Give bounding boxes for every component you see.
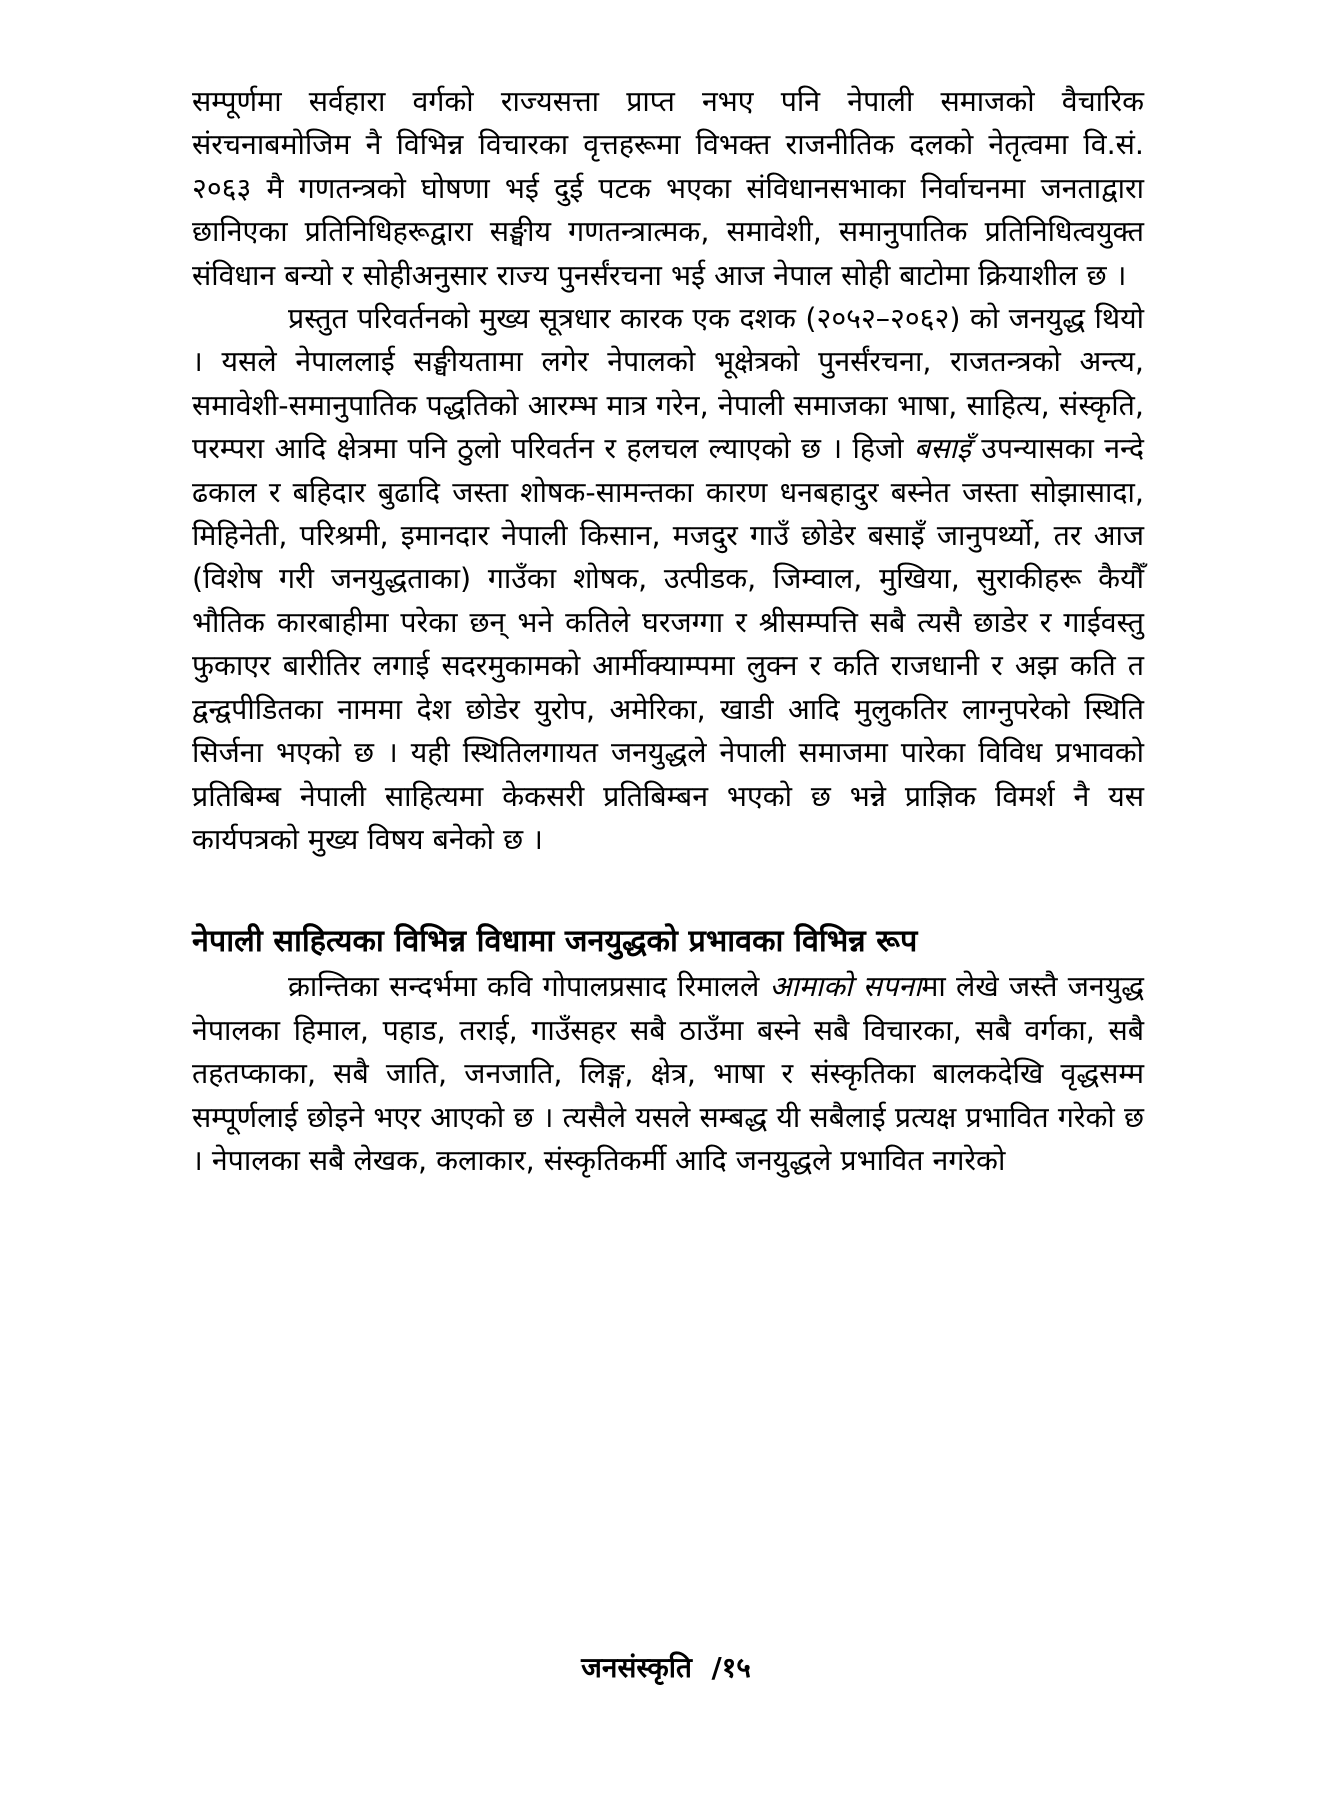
poem-title-aamako-sapana: आमाको सपना	[769, 970, 922, 1004]
novel-title-basain: बसाइँ	[913, 432, 971, 466]
document-page	[192, 80, 1144, 1720]
paragraph-2-text-after: उपन्यासका नन्दे ढकाल र बहिदार बुढादि जस्ता शोषक-सामन्तका कारण धनबहादुर बस्नेत जस्ता सोझासादा, मिहिनेती, परिश्रमी, इमानदार नेपाली किसान, मजदुर गाउँ छोडेर बसाइँ जानुपर्थ्यो, तर आज (विशेष गरी जनयुद्धताका) गाउँका शोषक, उत्पीडक, जिम्वाल, मुखिया, सुराकीहरू कैयौँ भौतिक कारबाहीमा परेका छन् भने कतिले घरजग्गा र श्रीसम्पत्ति सबै त्यसै छाडेर र गाईवस्तु फुकाएर बारीतिर लगाई सदरमुकामको आर्मीक्याम्पमा लुक्न र कति राजधानी र अझ कति त द्वन्द्वपीडितका नाममा देश छोडेर युरोप, अमेरिका, खाडी आदि मुलुकतिर लाग्नुपरेको स्थिति सिर्जना भएको छ । यही स्थितिलगायत जनयुद्धले नेपाली समाजमा पारेका विविध प्रभावको प्रतिबिम्ब नेपाली साहित्यमा केकसरी प्रतिबिम्बन भएको छ भन्ने प्राज्ञिक विमर्श नै यस कार्यपत्रको मुख्य विषय बनेको छ ।	[192, 432, 1144, 856]
paragraph-3	[192, 965, 1144, 1182]
page-number: /१५	[711, 1651, 751, 1684]
paragraph-2	[192, 297, 1144, 861]
section-heading: नेपाली साहित्यका विभिन्न विधामा जनयुद्धको प्रभावका विभिन्न रूप	[192, 924, 918, 960]
page-footer	[0, 1648, 1332, 1688]
paragraph-3-text-after: मा लेखे जस्तै जनयुद्ध नेपालका हिमाल, पहाड, तराई, गाउँसहर सबै ठाउँमा बस्ने सबै विचारका, सबै वर्गका, सबै तहतप्काका, सबै जाति, जनजाति, लिङ्ग, क्षेत्र, भाषा र संस्कृतिका बालकदेखि वृद्धसम्म सम्पूर्णलाई छोइने भएर आएको छ । त्यसैले यसले सम्बद्ध यी सबैलाई प्रत्यक्ष प्रभावित गरेको छ । नेपालका सबै लेखक, कलाकार, संस्कृतिकर्मी आदि जनयुद्धले प्रभावित नगरेको	[192, 970, 1144, 1177]
paragraph-1: सम्पूर्णमा सर्वहारा वर्गको राज्यसत्ता प्राप्त नभए पनि नेपाली समाजको वैचारिक संरचनाबमोजिम नै विभिन्न विचारका वृत्तहरूमा विभक्त राजनीतिक दलको नेतृत्वमा वि.सं. २०६३ मै गणतन्त्रको घोषणा भई दुई पटक भएका संविधानसभाका निर्वाचनमा जनताद्वारा छानिएका प्रतिनिधिहरूद्वारा सङ्घीय गणतन्त्रात्मक, समावेशी, समानुपातिक प्रतिनिधित्वयुक्त संविधान बन्यो र सोहीअनुसार राज्य पुनर्संरचना भई आज नेपाल सोही बाटोमा क्रियाशील छ ।	[192, 85, 1144, 292]
paragraph-3-text-before: क्रान्तिका सन्दर्भमा कवि गोपालप्रसाद रिमालले	[288, 970, 770, 1004]
paragraph-2-text-before: प्रस्तुत परिवर्तनको मुख्य सूत्रधार कारक एक दशक (२०५२–२०६२) को जनयुद्ध थियो । यसले नेपाललाई सङ्घीयतामा लगेर नेपालको भूक्षेत्रको पुनर्संरचना, राजतन्त्रको अन्त्य, समावेशी-समानुपातिक पद्धतिको आरम्भ मात्र गरेन, नेपाली समाजका भाषा, साहित्य, संस्कृति, परम्परा आदि क्षेत्रमा पनि ठुलो परिवर्तन र हलचल ल्याएको छ । हिजो	[192, 302, 1144, 466]
journal-name: जनसंस्कृति	[581, 1651, 692, 1684]
